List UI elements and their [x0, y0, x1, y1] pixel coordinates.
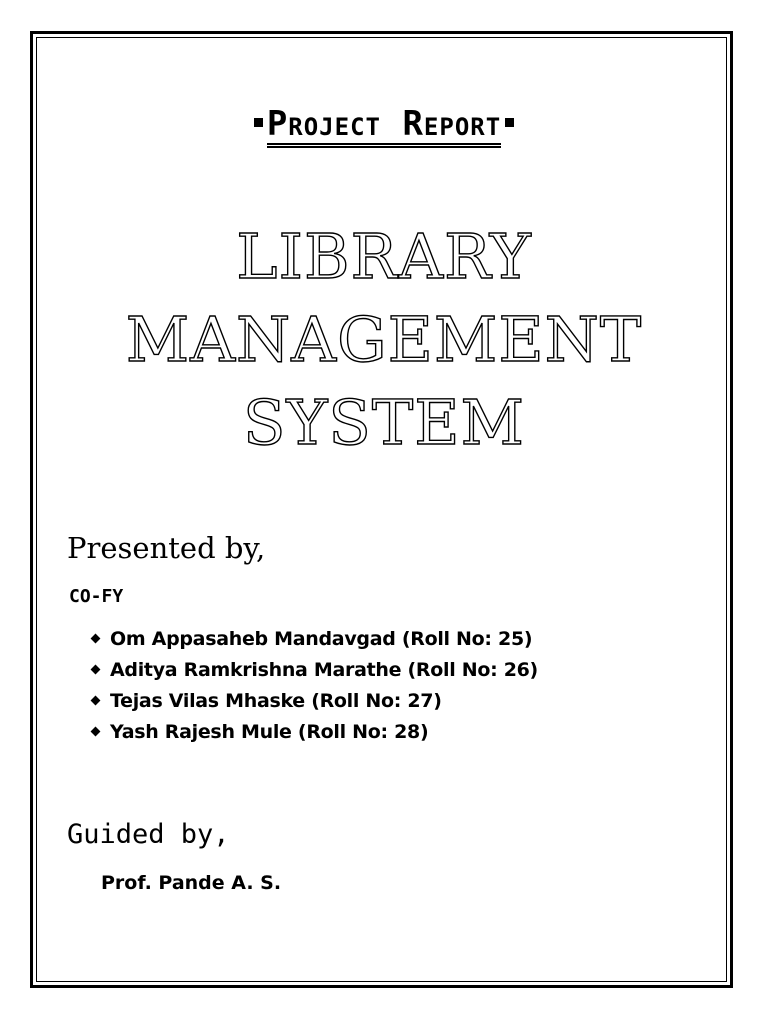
presented-by-label: Presented by, [67, 531, 266, 565]
diamond-bullet-icon [91, 634, 101, 644]
diamond-bullet-icon [91, 727, 101, 737]
title-line: LIBRARY [236, 220, 532, 293]
list-item [90, 686, 538, 717]
title-line: MANAGEMENT [125, 303, 643, 376]
square-bullet-icon [505, 118, 514, 127]
list-item [90, 624, 538, 655]
diamond-bullet-icon [91, 665, 101, 675]
member-name: Tejas Vilas Mhaske (Roll No: 27) [110, 690, 442, 712]
guided-by-label: Guided by, [67, 819, 230, 850]
diamond-bullet-icon [91, 696, 101, 706]
title-line: SYSTEM [243, 386, 525, 459]
member-name: Yash Rajesh Mule (Roll No: 28) [110, 721, 429, 743]
class-label: CO-FY [69, 586, 124, 607]
member-name: Aditya Ramkrishna Marathe (Roll No: 26) [110, 659, 538, 681]
main-title [0, 215, 768, 464]
list-item [90, 717, 538, 748]
report-heading-text: Project Report [267, 105, 501, 148]
member-name: Om Appasaheb Mandavgad (Roll No: 25) [110, 628, 533, 650]
member-list [90, 624, 538, 748]
list-item [90, 655, 538, 686]
report-heading [0, 100, 768, 148]
square-bullet-icon [254, 118, 263, 127]
guide-name: Prof. Pande A. S. [101, 872, 282, 894]
